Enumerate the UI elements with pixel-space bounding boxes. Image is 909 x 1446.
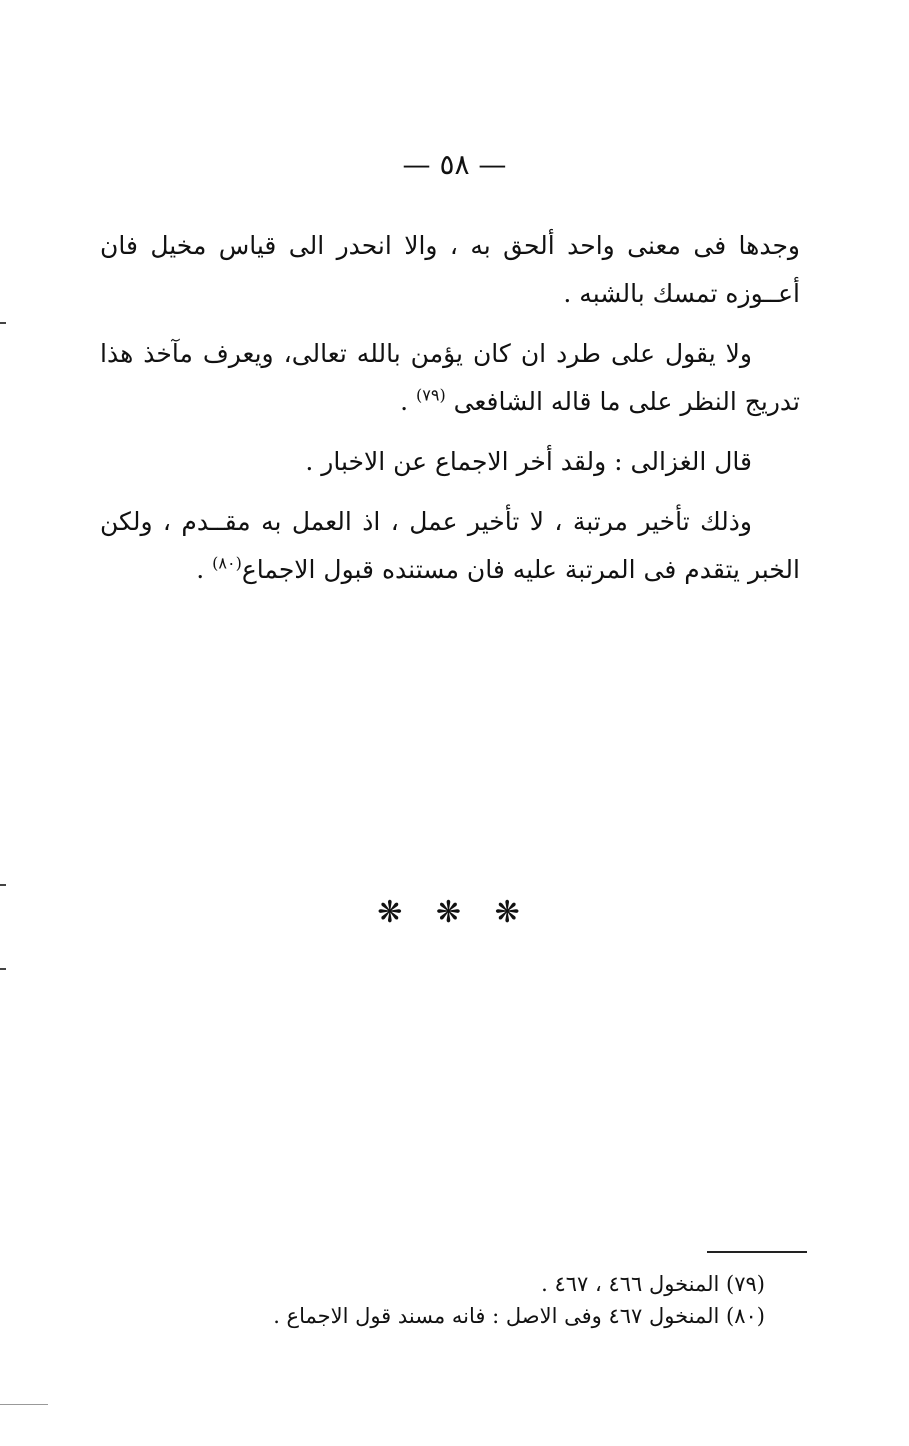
section-separator: ❋ ❋ ❋ <box>377 895 532 930</box>
footnote-79: (٧٩) المنخول ٤٦٦ ، ٤٦٧ . <box>541 1272 765 1296</box>
scan-margin-mark <box>0 884 6 886</box>
footnote-reference-80: (٨٠) <box>212 553 242 573</box>
paragraph-3: قال الغزالى : ولقد أخر الاجماع عن الاخبار . <box>305 447 752 476</box>
paragraph-1: وجدها فى معنى واحد ألحق به ، والا انحدر الى قياس مخيل فان أعــوزه تمسك بالشبه . <box>100 231 800 308</box>
footnote-80: (٨٠) المنخول ٤٦٧ وفى الاصل : فانه مسند قول الاجماع . <box>273 1304 765 1328</box>
footnote-divider <box>707 1251 807 1253</box>
scan-margin-mark <box>0 322 6 324</box>
paragraph-2-period: . <box>400 387 416 416</box>
footnote-reference-79: (٧٩) <box>416 385 446 405</box>
footnotes <box>200 1268 765 1332</box>
page-number: — ٥٨ — <box>402 148 507 181</box>
paragraph-4 <box>100 498 800 594</box>
paragraph-4-text: وذلك تأخير مرتبة ، لا تأخير عمل ، اذ العمل به مقــدم ، ولكن الخبر يتقدم فى المرتبة عليه فان مستنده قبول الاجماع <box>100 507 800 584</box>
scan-edge-line <box>0 1404 48 1405</box>
main-text <box>100 222 800 606</box>
paragraph-2-text: ولا يقول على طرد ان كان يؤمن بالله تعالى، ويعرف مآخذ هذا تدريج النظر على ما قاله الشافعى <box>100 339 800 416</box>
scan-margin-mark <box>0 968 6 970</box>
paragraph-4-period: . <box>196 555 213 584</box>
paragraph-2 <box>100 330 800 426</box>
